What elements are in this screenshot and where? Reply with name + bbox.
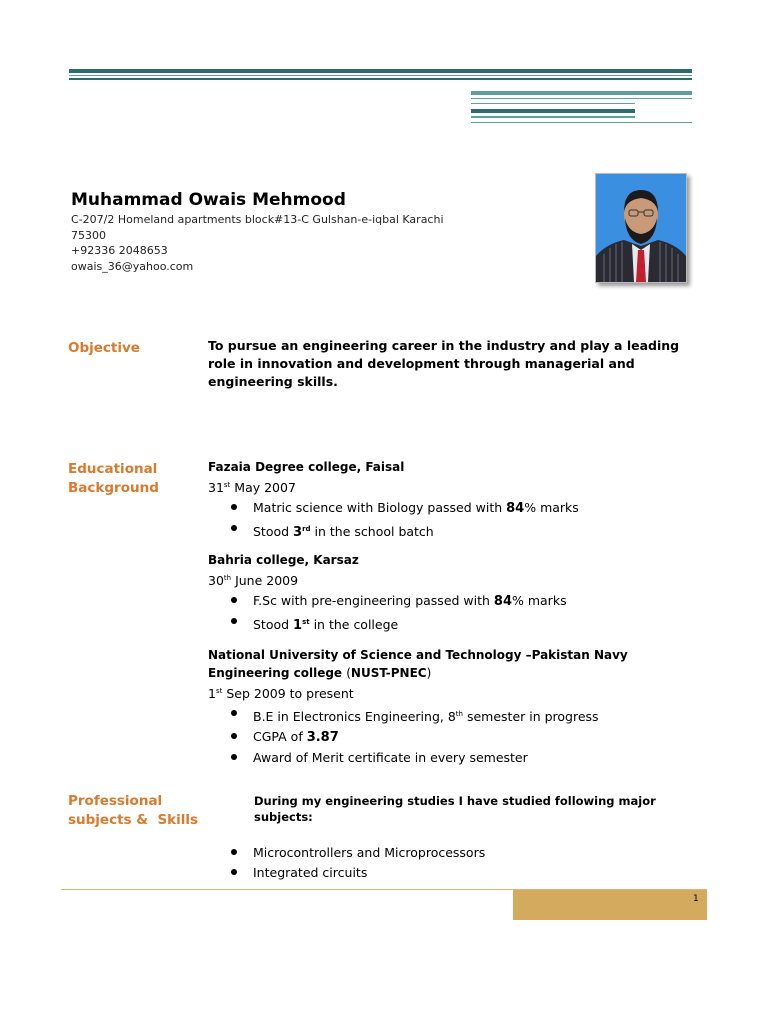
list-item: Microcontrollers and Microprocessors: [208, 843, 708, 863]
list-item: B.E in Electronics Engineering, 8th semester in progress: [208, 704, 708, 727]
institution-name: National University of Science and Technology –Pakistan Navy: [208, 648, 628, 662]
professional-heading-line1: Professional: [68, 793, 163, 809]
header-rule-bottom: [69, 78, 692, 80]
entry-date: 30th June 2009: [208, 573, 299, 589]
page-number: 1: [693, 894, 699, 904]
contact-block: [71, 212, 444, 274]
entry-date: 1st Sep 2009 to present: [208, 686, 354, 702]
institution-name: Fazaia Degree college, Faisal: [208, 460, 405, 474]
footer-page-box: [513, 890, 707, 920]
professional-heading: [68, 792, 198, 830]
header-stripe-1: [471, 91, 692, 95]
institution-name: Bahria college, Karsaz: [208, 553, 359, 567]
email-address[interactable]: owais_36@yahoo.com: [71, 259, 194, 273]
objective-heading: Objective: [68, 340, 140, 356]
bullet-icon: [231, 754, 237, 760]
header-rule-thin: [69, 75, 692, 76]
professional-intro: During my engineering studies I have studied following major subjects:: [254, 794, 656, 824]
objective-text: To pursue an engineering career in the industry and play a leading role in innovation and development through managerial and engineering skills.: [208, 338, 680, 389]
list-item: CGPA of 3.87: [208, 727, 708, 748]
profile-photo: [595, 173, 687, 283]
bullet-icon: [231, 597, 237, 603]
bullet-icon: [231, 710, 237, 716]
bullet-icon: [231, 869, 237, 875]
header-stripe-3: [471, 103, 635, 104]
bullet-icon: [231, 618, 237, 624]
bullet-icon: [231, 525, 237, 531]
candidate-name: Muhammad Owais Mehmood: [71, 190, 346, 210]
bullet-icon: [231, 733, 237, 739]
education-entry-nust: [208, 646, 708, 768]
postal-code: 75300: [71, 228, 106, 242]
list-item: F.Sc with pre-engineering passed with 84% marks: [208, 591, 708, 612]
entry-date: 31st May 2007: [208, 480, 296, 496]
phone-number: +92336 2048653: [71, 244, 168, 257]
bullet-icon: [231, 849, 237, 855]
header-rule-top: [69, 69, 692, 73]
education-entry-bahria: [208, 551, 708, 636]
institution-name-line2: Engineering college (NUST-PNEC): [208, 666, 432, 680]
bullet-icon: [231, 504, 237, 510]
list-item: Stood 3rd in the school batch: [208, 519, 708, 543]
professional-heading-line2: subjects & Skills: [68, 812, 199, 828]
list-item: Matric science with Biology passed with 84% marks: [208, 498, 708, 519]
education-entry-fazaia: [208, 458, 708, 543]
list-item: Award of Merit certificate in every semester: [208, 748, 708, 768]
education-heading: [68, 460, 159, 498]
header-stripe-2: [471, 98, 692, 99]
header-stripe-5: [471, 116, 635, 118]
education-heading-line2: Background: [68, 480, 159, 496]
list-item: Integrated circuits: [208, 863, 708, 883]
education-heading-line1: Educational: [68, 461, 158, 477]
header-stripe-6: [471, 122, 692, 123]
list-item: Stood 1st in the college: [208, 612, 708, 636]
address-line: C-207/2 Homeland apartments block#13-C Gulshan-e-iqbal Karachi: [71, 213, 444, 226]
header-stripe-4: [471, 109, 635, 113]
subjects-list: [208, 843, 708, 883]
